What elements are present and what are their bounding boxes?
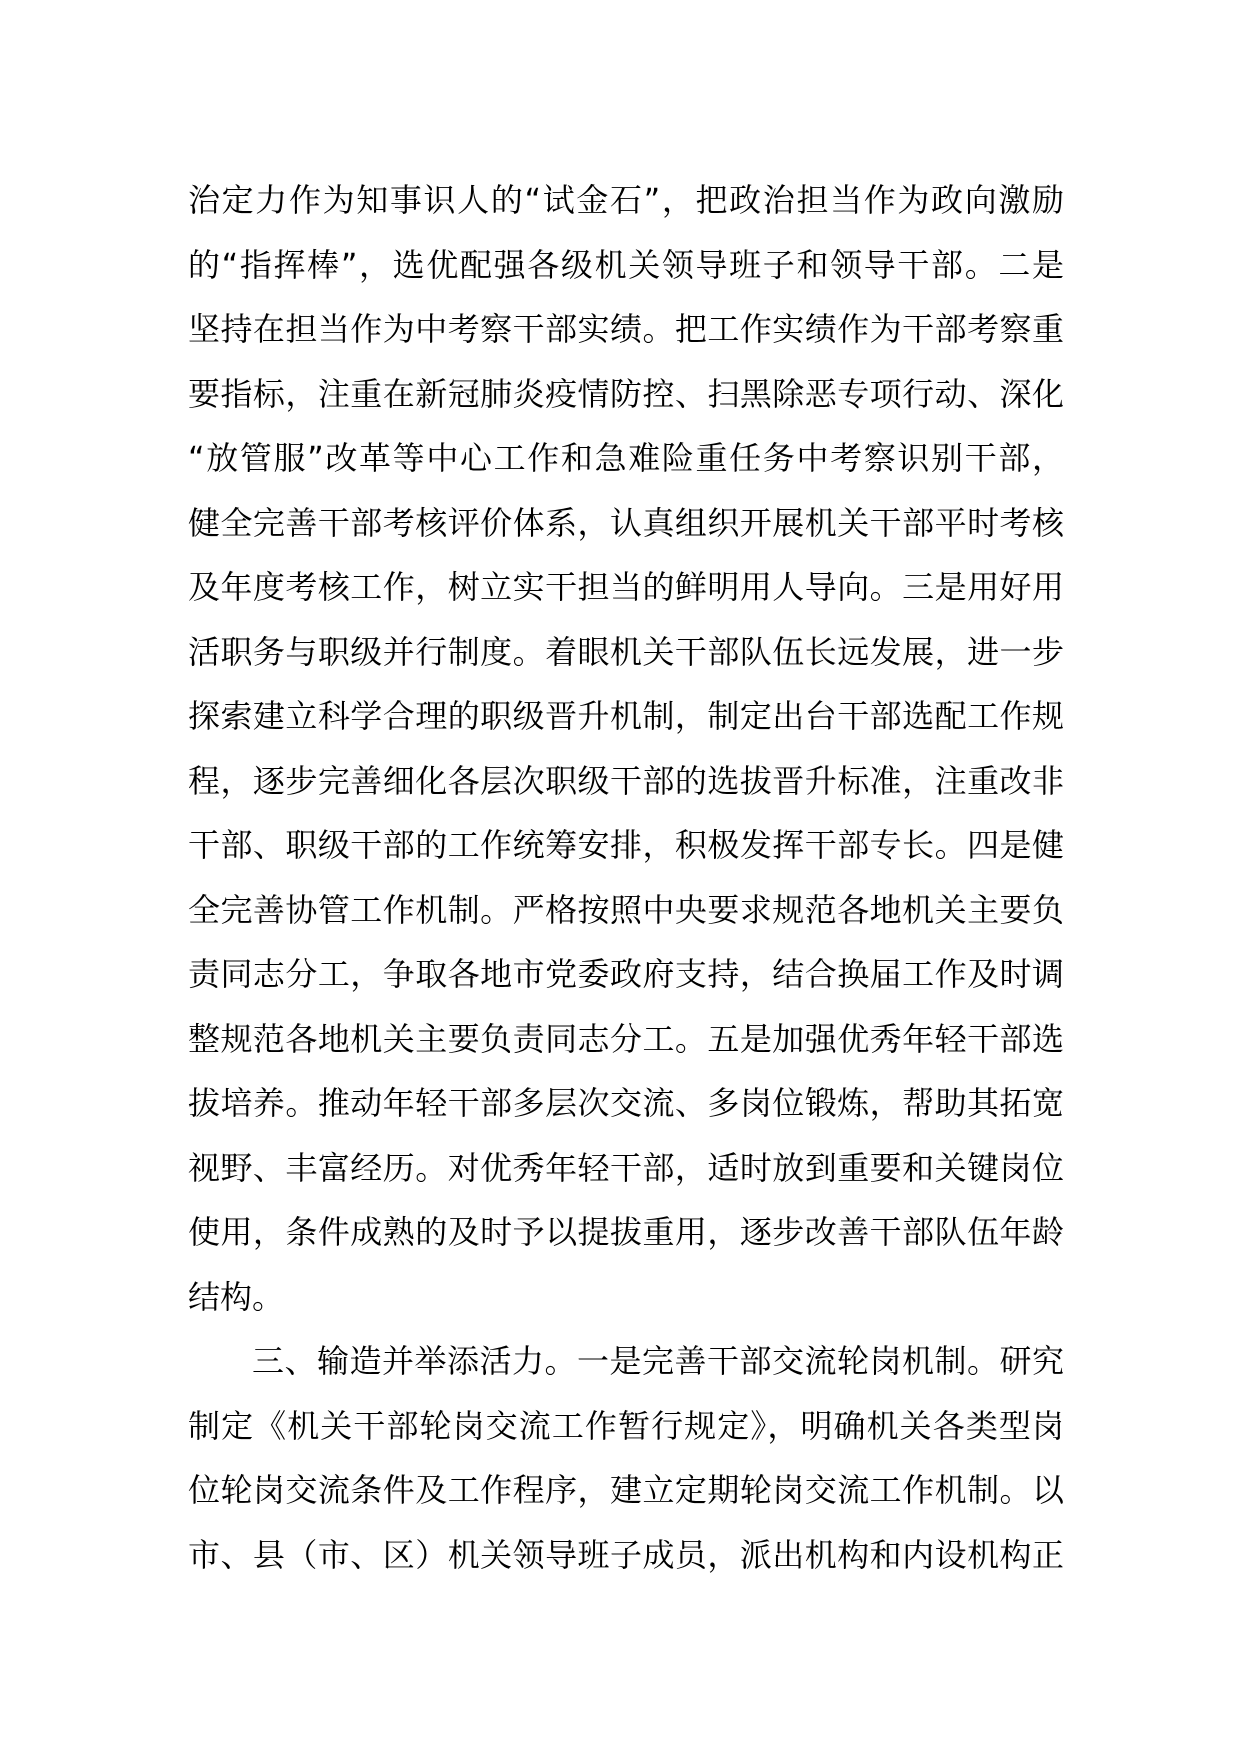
text-line: 使用，条件成熟的及时予以提拔重用，逐步改善干部队伍年龄 bbox=[188, 1213, 1064, 1251]
text-line: 位轮岗交流条件及工作程序，建立定期轮岗交流工作机制。以 bbox=[188, 1471, 1064, 1509]
text-line: 治定力作为知事识人的“试金石”，把政治担当作为政向激励 bbox=[188, 181, 1064, 219]
paragraph-start-line: 三、输造并举添活力。一是完善干部交流轮岗机制。研究 bbox=[252, 1342, 1064, 1380]
text-line: 及年度考核工作，树立实干担当的鲜明用人导向。三是用好用 bbox=[188, 568, 1064, 606]
text-line: 干部、职级干部的工作统筹安排，积极发挥干部专长。四是健 bbox=[188, 826, 1064, 864]
text-line: 全完善协管工作机制。严格按照中央要求规范各地机关主要负 bbox=[188, 890, 1064, 929]
body-text bbox=[188, 168, 1064, 1587]
text-line: 的“指挥棒”，选优配强各级机关领导班子和领导干部。二是 bbox=[188, 245, 1064, 284]
text-line: 要指标，注重在新冠肺炎疫情防控、扫黑除恶专项行动、深化 bbox=[188, 374, 1064, 413]
text-line: 责同志分工，争取各地市党委政府支持，结合换届工作及时调 bbox=[188, 955, 1064, 993]
text-line: 视野、丰富经历。对优秀年轻干部，适时放到重要和关键岗位 bbox=[188, 1148, 1064, 1187]
text-line: “放管服”改革等中心工作和急难险重任务中考察识别干部， bbox=[188, 439, 1064, 477]
text-line: 程，逐步完善细化各层次职级干部的选拔晋升标准，注重改非 bbox=[188, 761, 1064, 800]
text-line: 拔培养。推动年轻干部多层次交流、多岗位锻炼，帮助其拓宽 bbox=[188, 1084, 1064, 1122]
text-line: 健全完善干部考核评价体系，认真组织开展机关干部平时考核 bbox=[188, 503, 1064, 542]
text-line: 活职务与职级并行制度。着眼机关干部队伍长远发展，进一步 bbox=[188, 632, 1064, 671]
text-line: 结构。 bbox=[188, 1277, 285, 1316]
text-line: 探索建立科学合理的职级晋升机制，制定出台干部选配工作规 bbox=[188, 697, 1064, 735]
text-line: 市、县（市、区）机关领导班子成员，派出机构和内设机构正 bbox=[188, 1535, 1064, 1574]
text-line: 制定《机关干部轮岗交流工作暂行规定》，明确机关各类型岗 bbox=[188, 1406, 1064, 1445]
text-line: 坚持在担当作为中考察干部实绩。把工作实绩作为干部考察重 bbox=[188, 310, 1064, 348]
text-line: 整规范各地机关主要负责同志分工。五是加强优秀年轻干部选 bbox=[188, 1019, 1064, 1058]
